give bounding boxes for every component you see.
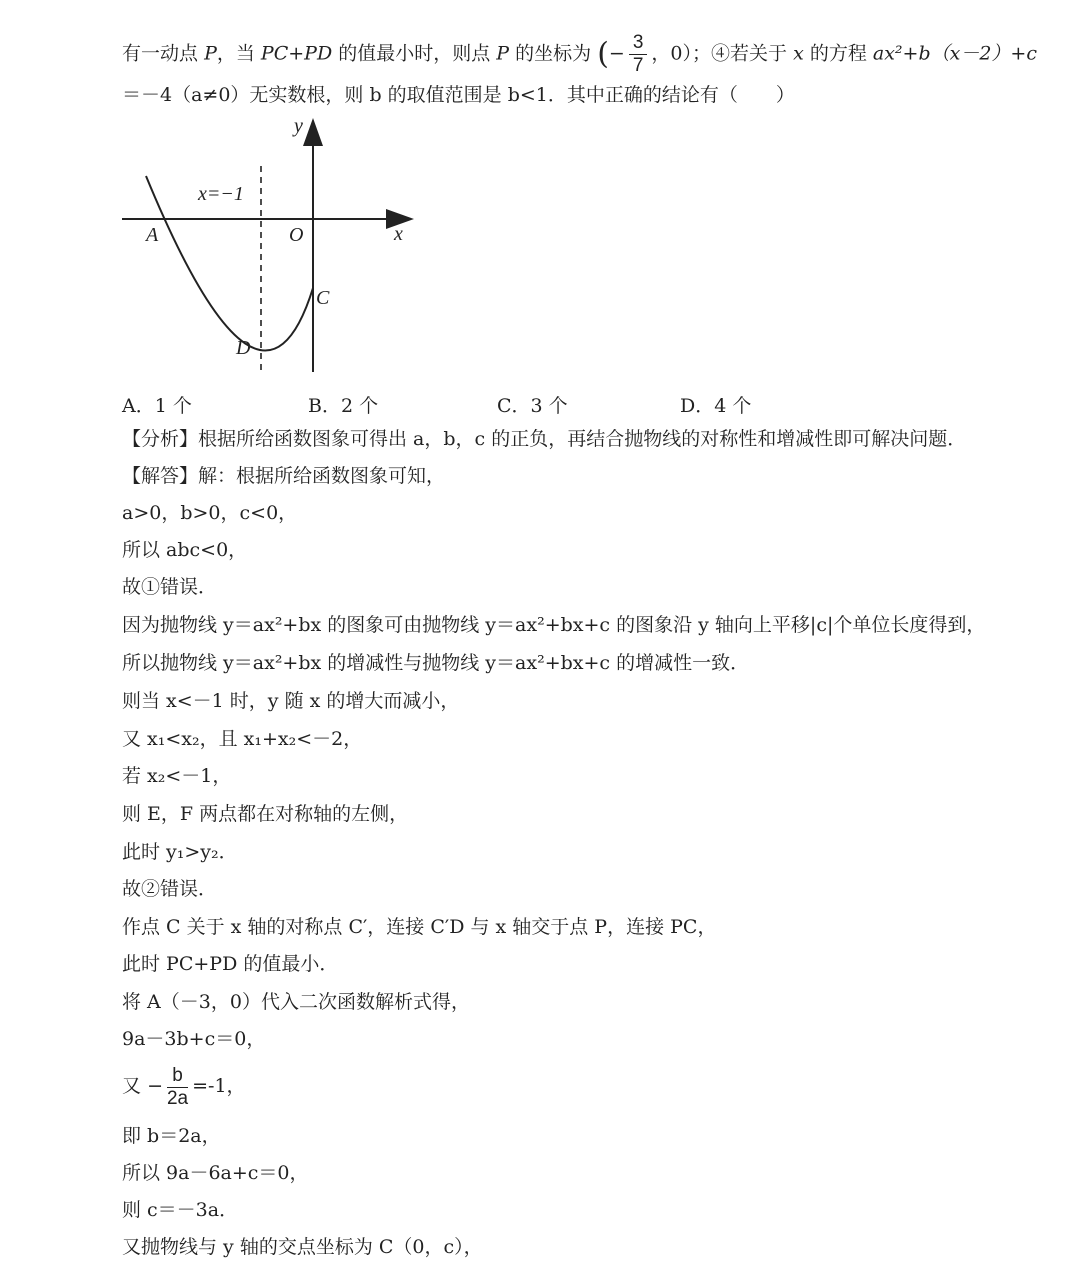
text: 的值最小时，则点 [338, 42, 491, 65]
solution-line: 所以 abc<0， [122, 539, 248, 561]
choice-c: C．3 个 [497, 395, 568, 417]
symmetry-axis-label: x=−1 [198, 183, 244, 205]
var-p: P [496, 42, 510, 65]
solution-line: a>0，b>0，c<0， [122, 502, 298, 524]
fraction-line [122, 1062, 246, 1110]
choice-d: D．4 个 [680, 395, 752, 417]
text: ，0）；④若关于 [651, 42, 788, 65]
text: 有一动点 [122, 42, 199, 65]
analysis: 【分析】根据所给函数图象可得出 a，b，c 的正负，再结合抛物线的对称性和增减性即可解决问题． [122, 428, 967, 450]
solution-line: 则 E，F 两点都在对称轴的左侧， [122, 803, 409, 825]
solution-line: 故①错误． [122, 576, 218, 598]
equation: ax²+b（x－2）+c [872, 42, 1037, 65]
solution-line: 【解答】解：根据所给函数图象可知， [122, 465, 446, 487]
solution-line: 则当 x<－1 时，y 随 x 的增大而减小， [122, 690, 460, 712]
text: 的坐标为 [515, 42, 592, 65]
solution-line: 所以 9a－6a+c＝0， [122, 1162, 309, 1184]
fraction-sign: − [608, 42, 625, 65]
solution-line: 又抛物线与 y 轴的交点坐标为 C（0，c）， [122, 1236, 483, 1258]
solution-line: 若 x₂<－1， [122, 765, 232, 787]
text: 的方程 [809, 42, 867, 65]
solution-line: 此时 y₁>y₂． [122, 841, 238, 863]
var-x: x [793, 42, 804, 65]
fraction-numerator: b [167, 1065, 188, 1088]
solution-line: 作点 C 关于 x 轴的对称点 C′，连接 C′D 与 x 轴交于点 P，连接 PC， [122, 916, 717, 938]
fraction-denominator: 7 [632, 55, 644, 76]
problem-line-2: ＝－4（a≠0）无实数根，则 b 的取值范围是 b<1．其中正确的结论有（ ） [122, 84, 795, 106]
point-a-label: A [146, 224, 159, 246]
fraction-sign: − [147, 1075, 163, 1097]
solution-line: 故②错误． [122, 878, 218, 900]
y-axis-label: y [294, 115, 303, 137]
text: 又 [122, 1075, 142, 1097]
solution-line: 即 b＝2a， [122, 1125, 221, 1147]
expr-pc-pd: PC+PD [260, 42, 333, 65]
solution-line: 因为抛物线 y＝ax²+bx 的图象可由抛物线 y＝ax²+bx+c 的图象沿 y 轴向上平移|c|个单位长度得到， [122, 614, 986, 636]
fraction-3-7 [629, 32, 648, 77]
x-axis-label: x [394, 223, 403, 245]
solution-line: 将 A（－3，0）代入二次函数解析式得， [122, 991, 470, 1013]
solution-line: 则 c＝－3a． [122, 1199, 239, 1221]
solution-line: 9a－3b+c＝0， [122, 1028, 266, 1050]
origin-label: O [289, 224, 304, 246]
solution-line: 此时 PC+PD 的值最小． [122, 953, 339, 975]
point-d-label: D [236, 337, 251, 359]
text: ，当 [216, 42, 255, 65]
point-c-label: C [316, 287, 330, 309]
text: =-1， [192, 1075, 246, 1097]
paren: ( [597, 36, 609, 72]
problem-line-1 [122, 32, 1037, 77]
fraction-denominator: 2a [166, 1087, 189, 1109]
fraction-b-2a [167, 1065, 188, 1110]
solution-line: 所以抛物线 y＝ax²+bx 的增减性与抛物线 y＝ax²+bx+c 的增减性一致． [122, 652, 750, 674]
fraction-numerator: 3 [629, 32, 648, 55]
choice-a: A．1 个 [122, 395, 192, 417]
parabola-graph [118, 110, 418, 385]
choice-b: B．2 个 [308, 395, 379, 417]
var-p: P [204, 42, 217, 65]
solution-line: 又 x₁<x₂，且 x₁+x₂<－2， [122, 728, 363, 750]
